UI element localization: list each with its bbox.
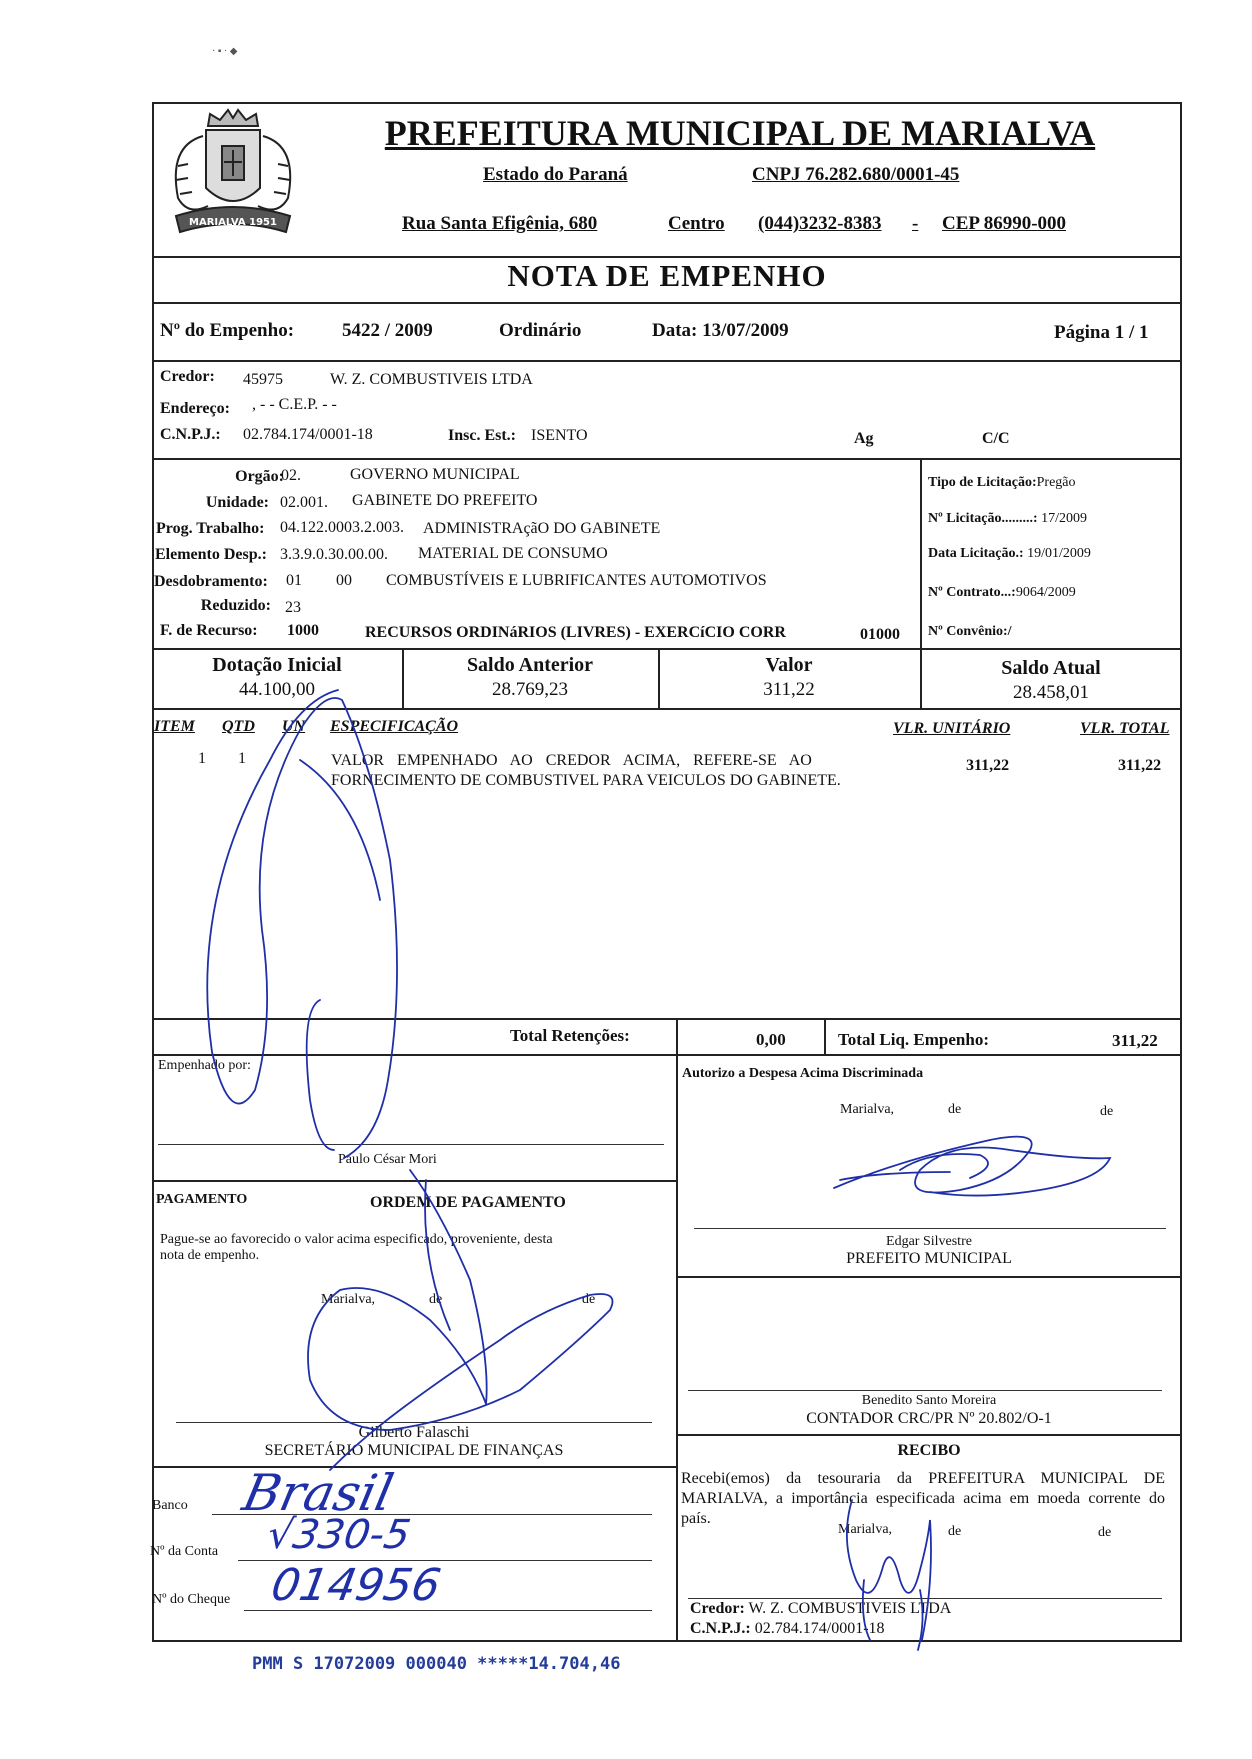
prefeito-cargo: PREFEITO MUNICIPAL <box>846 1250 1012 1267</box>
valor-label: Valor <box>765 654 813 676</box>
item-total-value: 311,22 <box>1118 757 1162 774</box>
credor-code: 45975 <box>243 371 283 388</box>
phone-label: (044)3232-8383 <box>758 213 882 234</box>
recibo-cidade: Marialva, <box>838 1522 893 1537</box>
elemento-code: 3.3.9.0.30.00.00. <box>280 546 388 563</box>
recibo-cnpj-line: C.N.P.J.: 02.784.174/0001-18 <box>690 1620 885 1637</box>
pagamento-texto2: nota de empenho. <box>160 1248 260 1263</box>
pagamento-texto1: Pague-se ao favorecido o valor acima especificado, proveniente, desta <box>160 1232 553 1247</box>
col-item: ITEM <box>154 718 195 735</box>
insc-label: Insc. Est.: <box>448 427 517 444</box>
recibo-credor-value: W. Z. COMBUSTIVEIS LTDA <box>748 1600 952 1617</box>
unidade-value: GABINETE DO PREFEITO <box>352 492 538 509</box>
cep-label: CEP 86990-000 <box>942 213 1067 234</box>
empenhado-label: Empenhado por: <box>158 1058 251 1073</box>
item-spec-line1: VALOR EMPENHADO AO CREDOR ACIMA, REFERE-SE AO <box>331 752 812 769</box>
orgao-code: 02. <box>281 467 301 484</box>
reduzido-label: Reduzido: <box>200 597 271 614</box>
insc-value: ISENTO <box>531 427 588 444</box>
elemento-label: Elemento Desp.: <box>155 546 267 563</box>
desdobramento-label: Desdobramento: <box>154 573 268 590</box>
contador-nome: Benedito Santo Moreira <box>861 1393 997 1408</box>
pagamento-de1: de <box>429 1292 443 1307</box>
convenio-label: Nº Convênio:/ <box>928 624 1012 639</box>
item-number: 1 <box>198 750 206 767</box>
col-qtd: QTD <box>222 718 255 735</box>
saldo-atual-value: 28.458,01 <box>1013 682 1089 703</box>
recibo-label: RECIBO <box>897 1442 961 1459</box>
recibo-texto2: MARIALVA, a importância especificada acima em moeda corrente do <box>681 1490 1165 1507</box>
tipo-licitacao-value: Pregão <box>1036 475 1076 490</box>
unidade-code: 02.001. <box>280 494 328 511</box>
orgao-value: GOVERNO MUNICIPAL <box>350 466 520 483</box>
total-retencoes-label: Total Retenções: <box>510 1026 630 1045</box>
page-title: PREFEITURA MUNICIPAL DE MARIALVA <box>384 113 1096 153</box>
pagamento-label: PAGAMENTO <box>156 1192 248 1207</box>
elemento-value: MATERIAL DE CONSUMO <box>418 545 608 562</box>
saldo-anterior-label: Saldo Anterior <box>466 654 594 676</box>
bank-stamp: PMM S 17072009 000040 *****14.704,46 <box>252 1654 621 1674</box>
num-licitacao-value: 17/2009 <box>1041 511 1087 526</box>
agency-label: Ag <box>854 430 874 447</box>
autorizo-de1: de <box>948 1102 962 1117</box>
endereco-value: , - - C.E.P. - - <box>252 396 337 413</box>
banco-value: Brasil <box>237 1464 399 1522</box>
prog-label: Prog. Trabalho: <box>156 520 265 537</box>
pagamento-cidade: Marialva, <box>321 1292 376 1307</box>
recibo-cnpj-value: 02.784.174/0001-18 <box>754 1620 885 1637</box>
page-number: Página 1 / 1 <box>1054 322 1149 343</box>
item-spec-line2: FORNECIMENTO DE COMBUSTIVEL PARA VEICULOS DO GABINETE. <box>331 772 841 789</box>
col-un: UN <box>282 718 306 735</box>
empenhado-nome: Paulo César Mori <box>338 1152 437 1167</box>
credor-label: Credor: <box>160 368 215 385</box>
separator: - <box>912 213 919 234</box>
contrato-label: Nº Contrato...:9064/2009 <box>928 585 1076 600</box>
cheque-value: 014956 <box>267 1560 445 1611</box>
conta-label: Nº da Conta <box>150 1544 219 1559</box>
data-licitacao-label: Data Licitação.: 19/01/2009 <box>928 546 1091 561</box>
recibo-credor-line: Credor: W. Z. COMBUSTIVEIS LTDA <box>690 1600 952 1617</box>
state-label: Estado do Paraná <box>483 164 628 185</box>
prog-code: 04.122.0003.2.003. <box>280 519 404 536</box>
banco-label: Banco <box>152 1498 188 1513</box>
saldo-anterior-value: 28.769,23 <box>492 679 568 700</box>
credor-cnpj-label: C.N.P.J.: <box>160 426 221 443</box>
secretario-cargo: SECRETÁRIO MUNICIPAL DE FINANÇAS <box>264 1442 564 1459</box>
recibo-de2: de <box>1098 1525 1112 1540</box>
credor-name: W. Z. COMBUSTIVEIS LTDA <box>330 371 533 388</box>
desdobramento-code1: 01 <box>286 572 302 589</box>
crest-icon <box>158 106 308 250</box>
total-retencoes-value: 0,00 <box>756 1030 786 1049</box>
col-vlr-unitario: VLR. UNITÁRIO <box>893 720 1011 737</box>
data-licitacao-value: 19/01/2009 <box>1027 546 1091 561</box>
recibo-de1: de <box>948 1524 962 1539</box>
valor-value: 311,22 <box>763 679 815 700</box>
fonte-recurso-label: F. de Recurso: <box>160 622 258 639</box>
svg-text:MARIALVA 1951: MARIALVA 1951 <box>189 217 277 228</box>
desdobramento-value: COMBUSTÍVEIS E LUBRIFICANTES AUTOMOTIVOS <box>386 572 767 589</box>
empenho-label: Nº do Empenho: <box>160 320 295 341</box>
autorizo-label: Autorizo a Despesa Acima Discriminada <box>682 1066 924 1081</box>
col-vlr-total: VLR. TOTAL <box>1080 720 1170 737</box>
cnpj-label: CNPJ 76.282.680/0001-45 <box>752 164 960 185</box>
item-qtd: 1 <box>238 750 246 767</box>
district-label: Centro <box>668 213 725 234</box>
conta-value: √330-5 <box>263 1512 414 1558</box>
dotacao-inicial-value: 44.100,00 <box>239 679 315 700</box>
contrato-value: 9064/2009 <box>1015 585 1076 600</box>
document-title: NOTA DE EMPENHO <box>507 258 827 293</box>
col-especificacao: ESPECIFICAÇÃO <box>330 718 459 735</box>
fonte-recurso-code: 1000 <box>287 622 319 639</box>
credor-cnpj: 02.784.174/0001-18 <box>243 426 373 443</box>
empenho-type: Ordinário <box>499 320 582 341</box>
tipo-licitacao-label: Tipo de Licitação:Pregão <box>928 475 1076 490</box>
prefeito-nome: Edgar Silvestre <box>886 1234 972 1249</box>
saldo-atual-label: Saldo Atual <box>1001 657 1101 679</box>
total-liquido-value: 311,22 <box>1112 1031 1158 1050</box>
item-unit-value: 311,22 <box>966 757 1010 774</box>
cheque-label: Nº do Cheque <box>152 1592 231 1607</box>
reduzido-value: 23 <box>285 599 301 616</box>
autorizo-de2: de <box>1100 1104 1114 1119</box>
num-licitacao-label: Nº Licitação.........: 17/2009 <box>928 511 1087 526</box>
recibo-texto3: país. <box>681 1510 711 1527</box>
empenho-date: Data: 13/07/2009 <box>652 320 789 341</box>
account-label: C/C <box>982 430 1010 447</box>
empenho-number: 5422 / 2009 <box>342 320 433 341</box>
total-liquido-label: Total Liq. Empenho: <box>838 1030 989 1049</box>
unidade-label: Unidade: <box>205 494 269 511</box>
scan-mark: · ▪ · ◆ <box>212 46 238 57</box>
ordem-pagamento-label: ORDEM DE PAGAMENTO <box>370 1194 566 1211</box>
dotacao-inicial-label: Dotação Inicial <box>212 654 342 676</box>
secretario-nome: Gilberto Falaschi <box>358 1424 470 1441</box>
orgao-label: Orgão: <box>235 468 284 485</box>
desdobramento-code2: 00 <box>336 572 352 589</box>
endereco-label: Endereço: <box>160 400 230 417</box>
fonte-recurso-value: RECURSOS ORDINáRIOS (LIVRES) - EXERCíCIO CORR <box>365 624 786 641</box>
fonte-recurso-code2: 01000 <box>860 626 900 643</box>
autorizo-cidade: Marialva, <box>840 1102 895 1117</box>
contador-cargo: CONTADOR CRC/PR Nº 20.802/O-1 <box>806 1410 1052 1427</box>
recibo-texto1: Recebi(emos) da tesouraria da PREFEITURA MUNICIPAL DE <box>681 1470 1165 1487</box>
prog-value: ADMINISTRAçãO DO GABINETE <box>423 520 661 537</box>
pagamento-de2: de <box>582 1292 596 1307</box>
address-label: Rua Santa Efigênia, 680 <box>402 213 598 234</box>
